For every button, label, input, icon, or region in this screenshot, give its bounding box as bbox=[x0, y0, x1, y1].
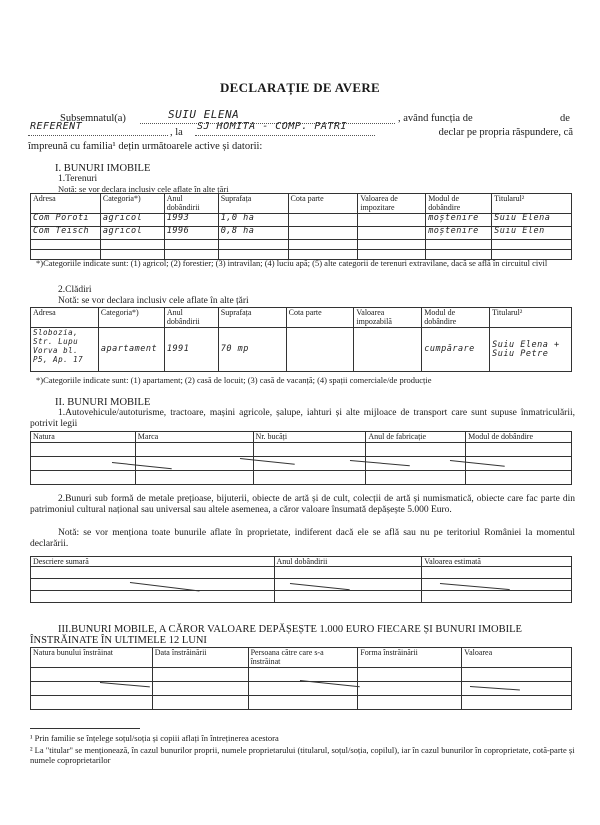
col-header: Descriere sumară bbox=[31, 557, 275, 567]
col-header: Nr. bucăți bbox=[253, 432, 366, 443]
label-la: , la bbox=[170, 127, 183, 138]
vehicles-paragraph: 1.Autovehicule/autoturisme, tractoare, mașini agricole, șalupe, iahturi și alte mijloace de transport care sunt supuse înmatriculării, potrivit legii bbox=[30, 408, 575, 429]
col-header: Natura bbox=[31, 432, 136, 443]
intro-line-2: împreună cu familia¹ dețin următoarele active și datorii: bbox=[28, 141, 263, 152]
cladiri-note: Notă: se vor declara inclusiv cele aflate în alte țări bbox=[58, 296, 249, 306]
cell: 1,0 ha bbox=[218, 214, 288, 227]
cell bbox=[286, 328, 354, 372]
cell: 70 mp bbox=[218, 328, 286, 372]
col-header: Anul de fabricație bbox=[366, 432, 466, 443]
table-row bbox=[31, 591, 572, 603]
vehicles-table bbox=[30, 431, 572, 485]
cladiri-table bbox=[30, 307, 572, 372]
col-header: Cota parte bbox=[286, 308, 354, 328]
declarant-function: REFERENT bbox=[30, 121, 83, 132]
col-header: Suprafața bbox=[218, 194, 288, 214]
col-header: Adresa bbox=[31, 194, 101, 214]
footnote-2: ² La "titular" se menționează, în cazul bunurilor proprii, numele proprietarului (titularul, soțul/soția, copilul), iar în cazul bunurilor în coproprietate, cotă-parte și numele coproprietarilor bbox=[30, 745, 575, 765]
col-header: Cota parte bbox=[288, 194, 358, 214]
section-3-heading: III.BUNURI MOBILE, A CĂROR VALOARE DEPĂȘEȘTE 1.000 EURO FIECARE ȘI BUNURI IMOBILE ÎNSTRĂINATE ÎN ULTIMELE 12 LUNI bbox=[30, 624, 522, 646]
cell bbox=[358, 214, 426, 227]
cell: moștenire bbox=[426, 214, 492, 227]
footnote-1: ¹ Prin familie se înțelege soțul/soția și copiii aflați în întreținerea acestora bbox=[30, 733, 279, 743]
alienated-table bbox=[30, 647, 572, 710]
table-row bbox=[31, 328, 572, 372]
col-header: Forma înstrăinării bbox=[358, 648, 462, 668]
function-line bbox=[28, 135, 168, 136]
cell: moștenire bbox=[426, 227, 492, 240]
col-header: Anul dobândirii bbox=[164, 194, 218, 214]
section-1-heading: I. BUNURI IMOBILE bbox=[55, 163, 151, 174]
col-header: Anul dobândirii bbox=[274, 557, 422, 567]
cell: agricol bbox=[100, 227, 164, 240]
col-header: Modul de dobândire bbox=[426, 194, 492, 214]
label-subsemnatul: Subsemnatul(a) bbox=[60, 113, 126, 124]
col-header: Marca bbox=[135, 432, 253, 443]
cell: Suiu Elena + Suiu Petre bbox=[490, 328, 572, 372]
cell: 1996 bbox=[164, 227, 218, 240]
terenuri-table bbox=[30, 193, 572, 260]
col-header: Natura bunului înstrăinat bbox=[31, 648, 153, 668]
cladiri-footnote: *)Categoriile indicate sunt: (1) apartament; (2) casă de locuit; (3) casă de vacanță; (4) spații comerciale/de producție bbox=[36, 375, 432, 385]
cell: Slobozia, Str. Lupu Vorva bl. P5, Ap. 17 bbox=[31, 328, 99, 372]
cell: cumpărare bbox=[422, 328, 490, 372]
cell: Com Poroti bbox=[31, 214, 101, 227]
section-2-heading: II. BUNURI MOBILE bbox=[55, 397, 151, 408]
col-header: Valoarea de impozitare bbox=[358, 194, 426, 214]
col-header: Titularul² bbox=[492, 194, 572, 214]
cladiri-heading: 2.Clădiri bbox=[58, 285, 92, 295]
table-row bbox=[31, 227, 572, 240]
table-row bbox=[31, 696, 572, 710]
col-header: Valoarea bbox=[462, 648, 572, 668]
cell bbox=[288, 214, 358, 227]
col-header: Valoarea impozabilă bbox=[354, 308, 422, 328]
col-header: Anul dobândirii bbox=[164, 308, 218, 328]
table-row bbox=[31, 567, 572, 579]
cell: Suiu Elen bbox=[492, 227, 572, 240]
valuables-table bbox=[30, 556, 572, 603]
col-header: Persoana către care s-a înstrăinat bbox=[248, 648, 358, 668]
cell: 1991 bbox=[164, 328, 218, 372]
cell: Suiu Elena bbox=[492, 214, 572, 227]
col-header: Adresa bbox=[31, 308, 99, 328]
col-header: Titularul² bbox=[490, 308, 572, 328]
col-header: Modul de dobândire bbox=[466, 432, 572, 443]
table-row bbox=[31, 240, 572, 250]
label-avand: , având funcția de bbox=[398, 113, 473, 124]
col-header: Suprafața bbox=[218, 308, 286, 328]
institution-line bbox=[195, 135, 375, 136]
label-declar: declar pe propria răspundere, că bbox=[438, 127, 573, 138]
col-header: Categoria*) bbox=[100, 194, 164, 214]
cell: 0,8 ha bbox=[218, 227, 288, 240]
col-header: Data înstrăinării bbox=[152, 648, 248, 668]
col-header: Modul de dobândire bbox=[422, 308, 490, 328]
terenuri-note: Notă: se vor declara inclusiv cele aflate în alte țări bbox=[58, 184, 229, 194]
label-de: de bbox=[560, 113, 570, 124]
terenuri-footnote: *)Categoriile indicate sunt: (1) agricol; (2) forestier; (3) intravilan; (4) luciu apă; (5) alte categorii de terenuri extravilane, dacă se află în circuitul civil bbox=[36, 258, 548, 268]
valuables-paragraph: 2.Bunuri sub formă de metale prețioase, bijuterii, obiecte de artă și de cult, colecții de artă și numismatică, obiecte care fac parte din patrimoniul cultural național sau universal sau altele asemenea, a căror valoare însumată depășește 5.000 Euro. bbox=[30, 494, 575, 515]
cell: agricol bbox=[100, 214, 164, 227]
cell: 1993 bbox=[164, 214, 218, 227]
footnote-rule bbox=[30, 728, 140, 729]
document-title: DECLARAȚIE DE AVERE bbox=[219, 80, 381, 95]
table-row bbox=[31, 443, 572, 457]
cell: apartament bbox=[98, 328, 164, 372]
declarant-institution: SJ HOMITA - COMP. PATRI bbox=[197, 121, 347, 132]
table-row bbox=[31, 214, 572, 227]
cell: Com Teisch bbox=[31, 227, 101, 240]
col-header: Categoria*) bbox=[98, 308, 164, 328]
terenuri-heading: 1.Terenuri bbox=[58, 174, 98, 184]
table-row bbox=[31, 471, 572, 485]
declarant-name: SUIU ELENA bbox=[168, 108, 240, 121]
valuables-note: Notă: se vor menționa toate bunurile aflate în proprietate, indiferent dacă ele se află sau nu pe teritoriul României la momentul declarării. bbox=[30, 528, 575, 549]
col-header: Valoarea estimată bbox=[422, 557, 572, 567]
cell bbox=[288, 227, 358, 240]
cell bbox=[354, 328, 422, 372]
cell bbox=[358, 227, 426, 240]
